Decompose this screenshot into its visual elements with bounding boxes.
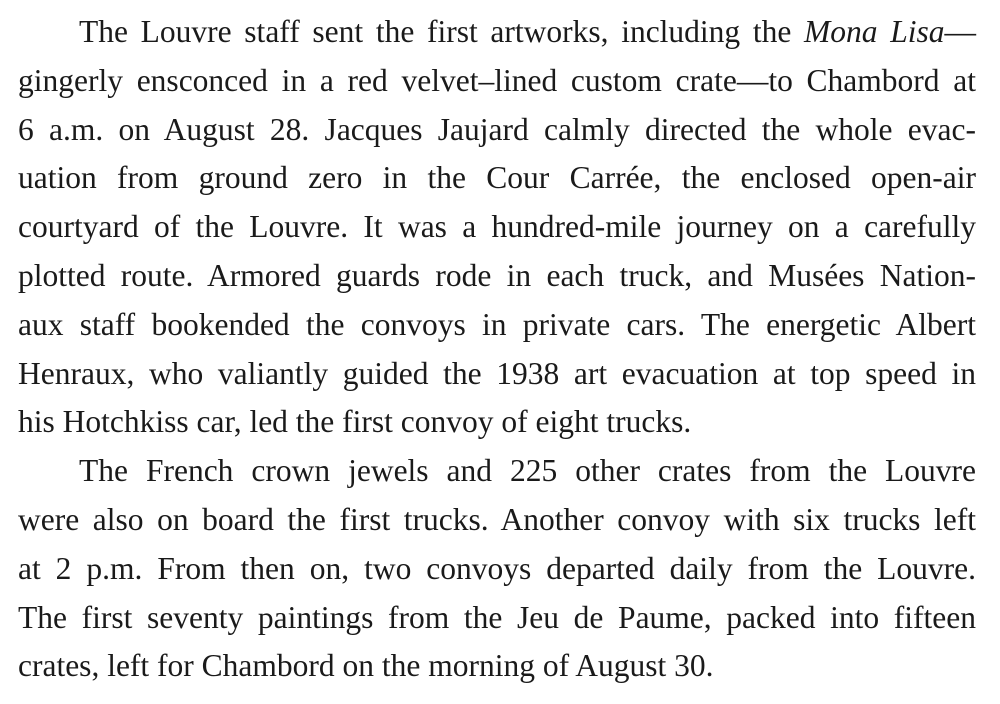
paragraph-1-line-8: Henraux, who valiantly guided the 1938 art evacuation at top speed in (18, 355, 976, 391)
paragraph-1-line-7: aux staff bookended the convoys in private cars. The energetic Albert (18, 306, 976, 342)
paragraph-1-line-4: uation from ground zero in the Cour Carrée, the enclosed open-air (18, 160, 976, 196)
paragraph-1-line-5: courtyard of the Louvre. It was a hundred-mile journey on a carefully (18, 209, 976, 245)
paragraph-1-line-6: plotted route. Armored guards rode in each truck, and Musées Nation- (18, 257, 976, 293)
line-text: — (944, 14, 976, 49)
paragraph-2-line-4: The first seventy paintings from the Jeu de Paume, packed into fifteen (18, 599, 976, 635)
paragraph-2 (18, 447, 976, 691)
paragraph-2-line-2: were also on board the first trucks. Another convoy with six trucks left (18, 501, 976, 537)
paragraph-1-line-3: 6 a.m. on August 28. Jacques Jaujard calmly directed the whole evac- (18, 111, 976, 147)
paragraph-2-line-1: The French crown jewels and 225 other crates from the Louvre (79, 453, 976, 489)
mona-lisa-title: Mona Lisa (804, 14, 945, 49)
paragraph-1-line-2: gingerly ensconced in a red velvet–lined custom crate—to Chambord at (18, 62, 976, 98)
paragraph-2-line-3: at 2 p.m. From then on, two convoys departed daily from the Louvre. (18, 550, 976, 586)
paragraph-1-line-1 (18, 8, 976, 57)
body-text (18, 8, 976, 691)
paragraph-2-line-5: crates, left for Chambord on the morning of August 30. (18, 648, 714, 684)
line-text: The Louvre staff sent the first artworks, including the (79, 14, 805, 49)
paragraph-1-line-9: his Hotchkiss car, led the first convoy of eight trucks. (18, 404, 692, 440)
paragraph-1 (18, 8, 976, 447)
